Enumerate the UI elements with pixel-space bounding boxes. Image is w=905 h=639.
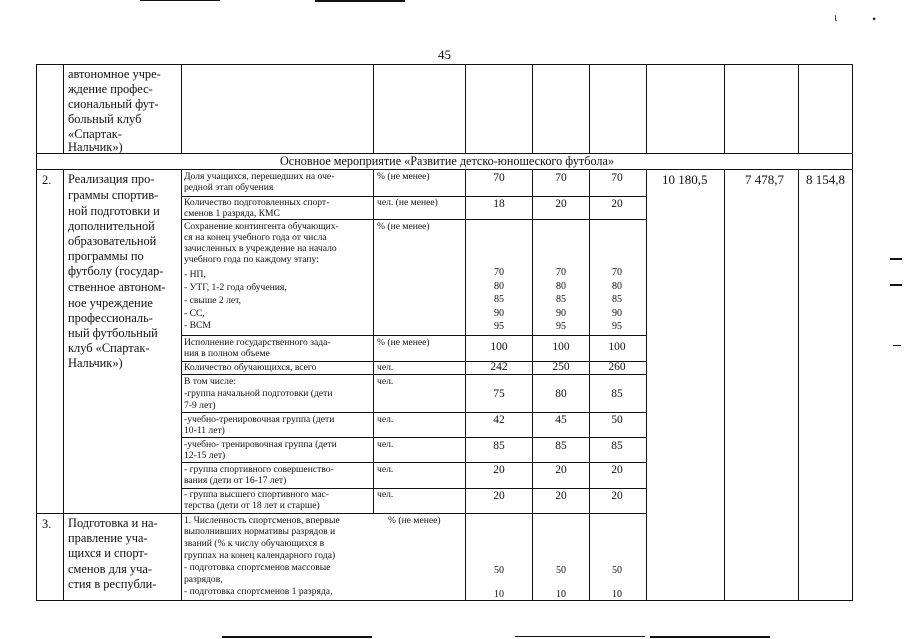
funding-value: 10 180,5 <box>662 172 708 187</box>
indicator-value: 50 <box>612 565 622 576</box>
grid-line <box>724 64 725 153</box>
indicator-value: 10 <box>612 589 622 600</box>
indicator-value: 45 <box>555 414 567 426</box>
indicator-value: 20 <box>555 490 567 502</box>
indicator-value: 70 <box>555 172 567 184</box>
section-title: Основное мероприятие «Развитие детско-юношеского футбола» <box>280 154 614 168</box>
indicator-value: 10 <box>494 589 504 600</box>
grid-line <box>532 169 533 600</box>
indicator-value: 80 <box>555 388 567 400</box>
indicator-value: 85 <box>611 440 623 452</box>
indicator-value: 20 <box>611 490 623 502</box>
indicator-unit: чел. <box>377 376 394 387</box>
program-table: автономное учре- ждение профес- сиональный фут- больный клуб «Спартак- Нальчик») Основное мероприятие «Развитие детско-юношеского футбола» 2. Реализация про- граммы спортив- ной подготовки и дополнительной образовательной программы по футболу (государ- ственное автоном- ное учреждение профессиональ- ный футбольный клуб «Спартак- Нальчик») 10 180,5 7 478,7 8 154,8 Доля учащихся, перешедших на оче- редной этап обучения % (не менее) 70 70 70 Количество подготовленных спорт- сменов 1 разряда, КМС чел. (не менее) 18 20 20 Сохранение контингента обучающих- ся на конец учебного года от числа зачисленных в учреждение на начало учебного года по каждому этапу: - НП, - УТГ, 1-2 года обучения, - свыше 2 лет, - СС, - ВСМ % (не менее) 70 70 70 80 80 80 85 85 85 90 90 90 95 95 95 Исполнение государственного зада- ния в полном объеме % (не менее) 100 100 100 Количество обучающихся, всего чел. 242 250 260 В том числе: -группа начальной подготовки (дети 7-9 лет) чел. 75 80 85 -учебно-тренировочная группа (дети 10-11 лет) чел. 42 45 50 -учебно- тренировочная группа (дети 12-15 лет) чел. 85 85 85 - группа спортивного совершенство- вания (дети от 16-17 лет) чел. 20 20 20 - группа высшего спортивного мас- терства (дети от 18 лет и старше) чел. 20 20 20 3. Подготовка и на- правление уча- щихся и спорт- сменов для уча- стия в республи- 1. Численность спортсменов, впервые выполнивших нормативы разрядов и званий (% к числу обучающихся в группах на конец календарного года) - подготовка спортсменов массовые разрядов, - подготовка спортсменов 1 разряда, % (не менее) 50 50 50 10 10 10 <box>0 0 905 639</box>
indicator-unit: чел. (не менее) <box>377 197 438 208</box>
grid-line <box>63 64 64 153</box>
grid-line <box>852 64 853 601</box>
indicator-text: Количество подготовленных спорт- <box>184 197 330 208</box>
indicator-unit: чел. <box>377 439 394 450</box>
indicator-value: 20 <box>493 464 505 476</box>
indicator-text: 10-11 лет) <box>184 425 225 436</box>
grid-line <box>181 437 647 438</box>
indicator-value: 20 <box>555 464 567 476</box>
grid-line <box>181 462 647 463</box>
indicator-value: 20 <box>493 490 505 502</box>
indicator-text: - группа спортивного совершенство- <box>184 464 334 475</box>
indicator-text: -группа начальной подготовки (дети <box>184 388 333 399</box>
indicator-text: ния в полном объеме <box>184 348 270 359</box>
indicator-value: 100 <box>552 341 570 353</box>
indicator-unit: % (не менее) <box>377 171 430 182</box>
indicator-value: 18 <box>493 198 505 210</box>
indicator-value: 70 <box>611 172 623 184</box>
grid-line <box>589 169 590 600</box>
prev-row-name: ждение профес- <box>68 82 153 96</box>
indicator-value: 20 <box>611 464 623 476</box>
indicator-value: 20 <box>555 198 567 210</box>
indicator-text: В том числе: <box>184 376 236 387</box>
grid-line <box>181 169 182 600</box>
indicator-text: Количество обучающихся, всего <box>184 362 317 373</box>
indicator-value: 100 <box>608 341 626 353</box>
grid-line <box>36 64 37 601</box>
grid-line <box>465 64 466 153</box>
grid-line <box>63 169 64 600</box>
indicator-unit: % (не менее) <box>388 515 441 526</box>
grid-line <box>36 600 852 601</box>
indicator-value: 50 <box>556 565 566 576</box>
indicator-value: 50 <box>611 414 623 426</box>
prev-row-name: автономное учре- <box>68 67 161 81</box>
indicator-text: 7-9 лет) <box>184 400 216 411</box>
indicator-text: - группа высшего спортивного мас- <box>184 489 329 500</box>
indicator-value: 42 <box>493 414 505 426</box>
funding-value: 8 154,8 <box>806 172 845 187</box>
grid-line <box>373 169 374 513</box>
indicator-text: 12-15 лет) <box>184 450 226 461</box>
grid-line <box>181 374 647 375</box>
corner-mark: ι <box>834 10 838 24</box>
prev-row-name: Нальчик») <box>68 140 123 154</box>
indicator-unit: % (не менее) <box>377 221 430 232</box>
prev-row-name: сиональный фут- <box>68 97 159 111</box>
indicator-unit: % (не менее) <box>377 337 430 348</box>
indicator-text: терства (дети от 18 лет и старше) <box>184 500 320 511</box>
indicator-value: 10 <box>556 589 566 600</box>
row-number: 2. <box>42 173 52 187</box>
indicator-unit: чел. <box>377 414 394 425</box>
grid-line <box>798 169 799 600</box>
indicator-value: 75 <box>493 388 505 400</box>
corner-mark: • <box>872 12 877 26</box>
indicator-value: 50 <box>494 565 504 576</box>
indicator-text: Исполнение государственного зада- <box>184 337 331 348</box>
row-number: 3. <box>42 517 52 531</box>
grid-line <box>181 64 182 153</box>
grid-line <box>798 64 799 153</box>
grid-line <box>36 513 647 514</box>
indicator-value: 20 <box>611 198 623 210</box>
grid-line <box>181 335 647 336</box>
prev-row-name: «Спартак- <box>68 127 122 141</box>
indicator-value: 85 <box>493 440 505 452</box>
indicator-value: 70 <box>493 172 505 184</box>
grid-line <box>589 64 590 153</box>
indicator-unit: чел. <box>377 362 394 373</box>
indicator-value: 100 <box>490 341 508 353</box>
indicator-text: вания (дети от 16-17 лет) <box>184 475 287 486</box>
grid-line <box>36 64 852 65</box>
prev-row-name: больный клуб <box>68 112 142 126</box>
grid-line <box>646 169 647 600</box>
indicator-text: Доля учащихся, перешедших на оче- <box>184 171 335 182</box>
indicator-value: 260 <box>608 361 626 373</box>
funding-value: 7 478,7 <box>745 172 784 187</box>
indicator-unit: чел. <box>377 489 394 500</box>
indicator-value: 250 <box>552 361 570 373</box>
indicator-text: -учебно- тренировочная группа (дети <box>184 439 337 450</box>
indicator-value: 85 <box>611 388 623 400</box>
grid-line <box>724 169 725 600</box>
page-number: 45 <box>438 47 451 62</box>
grid-line <box>532 64 533 153</box>
indicator-text: сменов 1 разряда, КМС <box>184 208 280 219</box>
grid-line <box>646 64 647 153</box>
grid-line <box>465 169 466 600</box>
indicator-value: 242 <box>490 361 508 373</box>
grid-line <box>181 412 647 413</box>
indicator-text: редной этап обучения <box>184 182 274 193</box>
grid-line <box>36 169 852 170</box>
grid-line <box>373 64 374 153</box>
indicator-unit: чел. <box>377 464 394 475</box>
indicator-value: 85 <box>555 440 567 452</box>
indicator-text: -учебно-тренировочная группа (дети <box>184 414 335 425</box>
